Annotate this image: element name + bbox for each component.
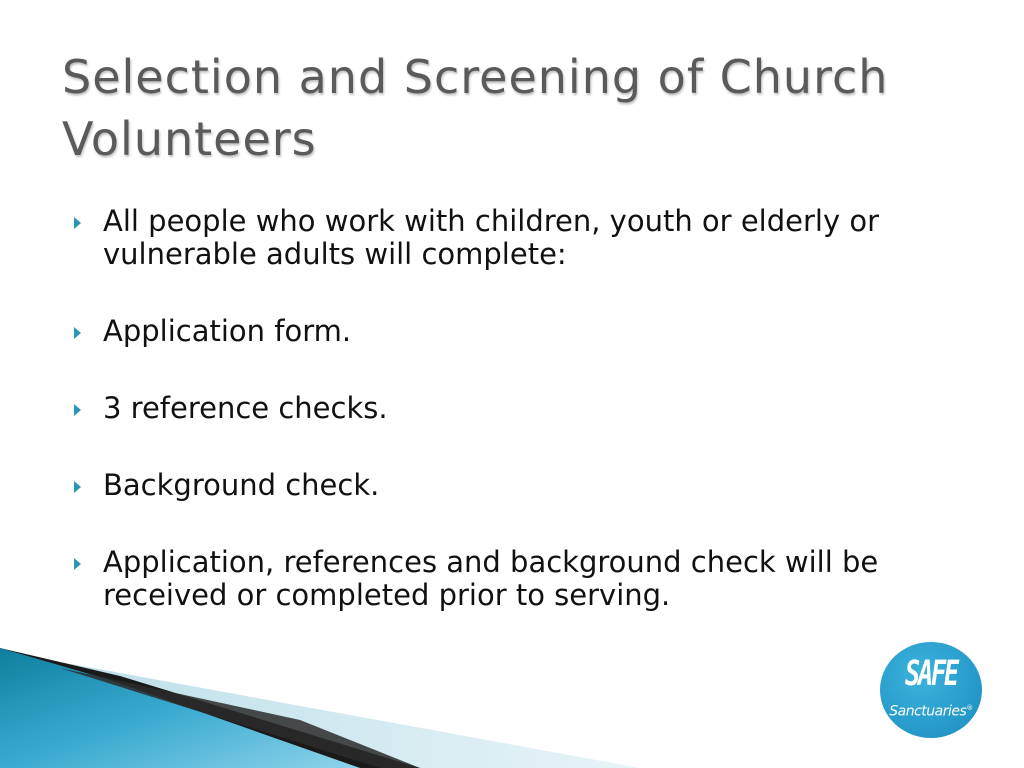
logo-sub-text (880, 700, 982, 720)
logo-registered-mark: ® (966, 704, 973, 712)
logo-main-text: SAFE (904, 654, 958, 694)
bullet-text: Application, references and background check will be received or completed prior to serving. (103, 545, 879, 612)
slide-title: Selection and Screening of Church Volunteers (62, 50, 889, 166)
safe-sanctuaries-logo (880, 642, 982, 738)
bullet-text: Application form. (103, 314, 352, 348)
bullet-text: Background check. (103, 468, 380, 502)
logo-sub-label: Sanctuaries (889, 703, 967, 720)
bullet-text: All people who work with children, youth or elderly or vulnerable adults will complete: (103, 204, 879, 271)
bullet-text: 3 reference checks. (103, 391, 388, 425)
